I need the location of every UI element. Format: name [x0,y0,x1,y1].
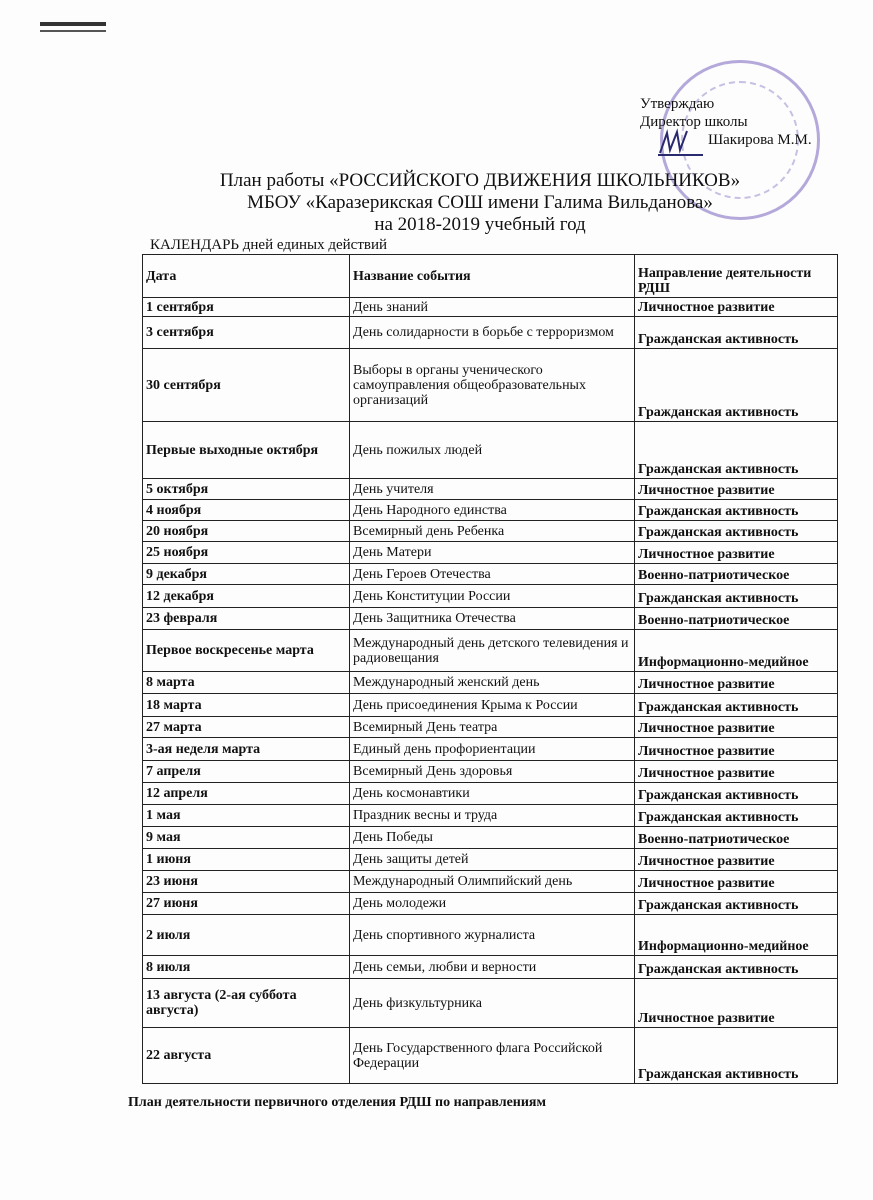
event-date: 12 декабря [143,585,350,608]
table-row [143,827,838,849]
event-direction: Военно-патриотическое [635,827,838,849]
event-date: 2 июля [143,915,350,956]
event-direction: Личностное развитие [635,717,838,738]
table-header-row [143,255,838,298]
event-name: Международный Олимпийский день [350,871,635,893]
table-row [143,694,838,717]
event-name: День защиты детей [350,849,635,871]
table-row [143,717,838,738]
page-title: План работы «РОССИЙСКОГО ДВИЖЕНИЯ ШКОЛЬНИКОВ» [219,170,741,191]
event-date: 18 марта [143,694,350,717]
event-date: 12 апреля [143,783,350,805]
event-name: Международный женский день [350,672,635,694]
event-date: 4 ноября [143,500,350,521]
table-row [143,521,838,542]
header-date: Дата [143,255,350,298]
event-name: День Народного единства [350,500,635,521]
event-name: День физкультурника [350,979,635,1028]
event-name: Международный день детского телевидения и радиовещания [350,630,635,672]
event-name: Выборы в органы ученического самоуправления общеобразовательных организаций [350,349,635,422]
event-name: День семьи, любви и верности [350,956,635,979]
event-name: День присоединения Крыма к России [350,694,635,717]
table-row [143,564,838,585]
event-direction: Гражданская активность [635,805,838,827]
table-row [143,805,838,827]
event-direction: Личностное развитие [635,849,838,871]
event-direction: Гражданская активность [635,893,838,915]
header-direction: Направление деятельности РДШ [635,255,838,298]
event-date: 8 июля [143,956,350,979]
event-direction: Военно-патриотическое [635,564,838,585]
event-name: Праздник весны и труда [350,805,635,827]
event-date: 20 ноября [143,521,350,542]
event-direction: Личностное развитие [635,542,838,564]
event-name: Единый день профориентации [350,738,635,761]
event-date: 13 августа (2-ая суббота августа) [143,979,350,1028]
event-name: Всемирный день Ребенка [350,521,635,542]
table-row [143,761,838,783]
scan-mark [40,30,106,32]
event-date: 9 мая [143,827,350,849]
event-name: День пожилых людей [350,422,635,479]
event-date: 7 апреля [143,761,350,783]
event-direction: Гражданская активность [635,521,838,542]
event-name: Всемирный День здоровья [350,761,635,783]
table-caption: КАЛЕНДАРЬ дней единых действий [150,237,388,253]
table-row [143,871,838,893]
table-row [143,893,838,915]
section-heading: План деятельности первичного отделения РДШ по направлениям [128,1095,547,1110]
event-direction: Гражданская активность [635,585,838,608]
event-name: День космонавтики [350,783,635,805]
event-date: 8 марта [143,672,350,694]
event-direction: Гражданская активность [635,349,838,422]
event-name: День Матери [350,542,635,564]
scan-mark [40,22,106,26]
event-name: Всемирный День театра [350,717,635,738]
event-date: Первое воскресенье марта [143,630,350,672]
event-direction: Личностное развитие [635,871,838,893]
table-row [143,422,838,479]
table-row [143,500,838,521]
event-direction: Личностное развитие [635,738,838,761]
event-date: 23 февраля [143,608,350,630]
event-date: 9 декабря [143,564,350,585]
event-direction: Личностное развитие [635,672,838,694]
event-name: День солидарности в борьбе с терроризмом [350,317,635,349]
event-direction: Личностное развитие [635,761,838,783]
event-direction: Гражданская активность [635,783,838,805]
table-row [143,956,838,979]
event-name: День молодежи [350,893,635,915]
event-date: 1 сентября [143,298,350,317]
event-date: 5 октября [143,479,350,500]
table-row [143,783,838,805]
event-date: 23 июня [143,871,350,893]
table-row [143,585,838,608]
event-name: День Героев Отечества [350,564,635,585]
approval-name: Шакирова М.М. [708,132,812,148]
approval-block [640,95,812,149]
event-direction: Личностное развитие [635,479,838,500]
event-direction: Личностное развитие [635,298,838,317]
table-row [143,317,838,349]
table-row [143,672,838,694]
event-name: День знаний [350,298,635,317]
event-direction: Гражданская активность [635,956,838,979]
table-row [143,298,838,317]
event-name: День Конституции России [350,585,635,608]
event-direction: Гражданская активность [635,500,838,521]
table-row [143,849,838,871]
event-name: День Защитника Отечества [350,608,635,630]
event-date: 3 сентября [143,317,350,349]
table-row [143,630,838,672]
event-name: День Победы [350,827,635,849]
event-date: 1 июня [143,849,350,871]
event-date: 3-ая неделя марта [143,738,350,761]
event-date: 22 августа [143,1028,350,1084]
event-direction: Информационно-медийное [635,630,838,672]
event-direction: Военно-патриотическое [635,608,838,630]
page-subtitle: МБОУ «Каразерикская СОШ имени Галима Вильданова» [247,192,713,213]
table-row [143,915,838,956]
event-direction: Гражданская активность [635,317,838,349]
event-direction: Гражданская активность [635,1028,838,1084]
school-year: на 2018-2019 учебный год [374,214,586,235]
event-date: 30 сентября [143,349,350,422]
event-direction: Гражданская активность [635,694,838,717]
events-calendar-table [142,254,838,1084]
header-event: Название события [350,255,635,298]
table-row [143,608,838,630]
table-row [143,738,838,761]
table-row [143,542,838,564]
event-date: 27 марта [143,717,350,738]
event-direction: Информационно-медийное [635,915,838,956]
event-date: Первые выходные октября [143,422,350,479]
table-row [143,479,838,500]
event-date: 25 ноября [143,542,350,564]
event-name: День Государственного флага Российской Федерации [350,1028,635,1084]
approval-position: Директор школы [640,114,748,130]
table-row [143,1028,838,1084]
event-name: День спортивного журналиста [350,915,635,956]
event-date: 1 мая [143,805,350,827]
event-direction: Гражданская активность [635,422,838,479]
event-name: День учителя [350,479,635,500]
approval-line: Утверждаю [640,96,715,112]
table-row [143,349,838,422]
table-row [143,979,838,1028]
event-direction: Личностное развитие [635,979,838,1028]
event-date: 27 июня [143,893,350,915]
